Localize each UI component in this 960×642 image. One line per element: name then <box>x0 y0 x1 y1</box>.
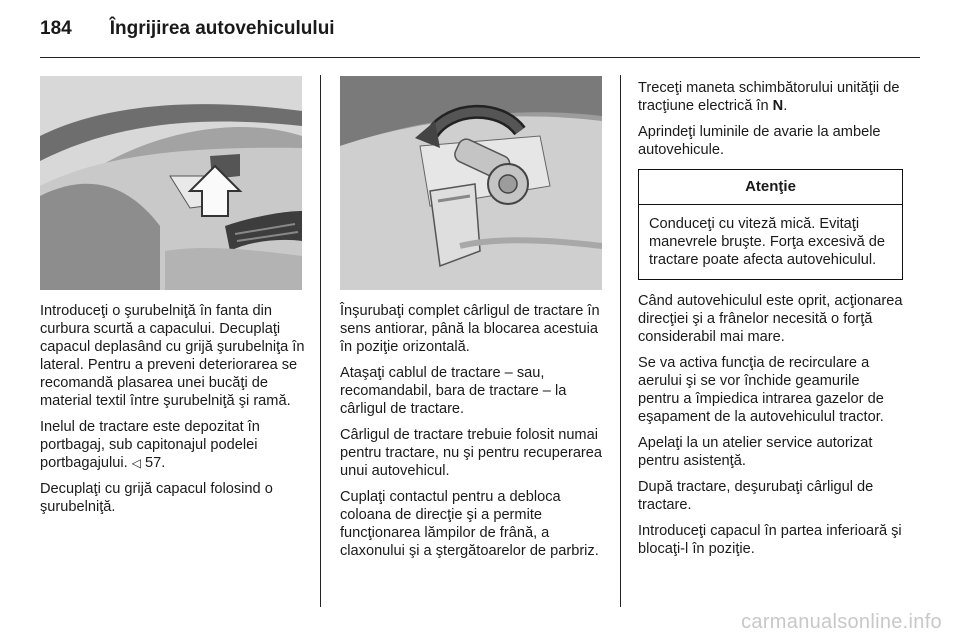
page-header <box>40 18 335 48</box>
paragraph: Apelaţi la un atelier service autorizat pentru asistenţă. <box>638 435 873 469</box>
gear-position: N <box>772 98 784 114</box>
page-reference-icon: ◁ <box>131 456 141 470</box>
paragraph: După tractare, deşurubaţi cârligul de tractare. <box>638 479 874 513</box>
column-1 <box>40 302 305 524</box>
bumper-cover-photo <box>40 76 302 290</box>
paragraph: Ataşaţi cablul de tractare – sau, recomandabil, bara de tractare – la cârligul de tractare. <box>340 365 567 417</box>
paragraph: Decuplaţi cu grijă capacul folosind o şurubelniţă. <box>40 481 273 515</box>
paragraph: Înşurubaţi complet cârligul de tractare în sens antiorar, până la blocarea acestuia în poziţie orizontală. <box>340 303 600 355</box>
paragraph: Cârligul de tractare trebuie folosit numai pentru tractare, nu şi pentru recuperarea unui autovehicul. <box>340 427 603 479</box>
paragraph-end: . <box>783 98 788 114</box>
paragraph: Introduceţi o şurubelniţă în fanta din curbura scurtă a capacului. Decuplaţi capacul deplasând cu grijă şurubelniţa în lateral. Pentru a preveni deteriorarea se recomandă plasarea unei bucăţi de material textil între şurubelniţă şi ramă. <box>40 303 305 409</box>
page-reference-link[interactable]: 57. <box>145 455 166 471</box>
paragraph: Aprindeţi luminile de avarie la ambele autovehicule. <box>638 124 881 158</box>
chapter-title: Îngrijirea autovehiculului <box>109 18 335 39</box>
column-3 <box>638 79 903 566</box>
paragraph-gear <box>638 79 903 115</box>
column-divider-1 <box>320 75 321 607</box>
warning-body: Conduceţi cu viteză mică. Evitaţi manevrele bruşte. Forţa excesivă de tractare poate afecta autovehiculul. <box>649 216 886 268</box>
paragraph: Cuplaţi contactul pentru a debloca coloana de direcţie şi a permite funcţionarea lămpilor de frână, a claxonului şi a ştergătoarelor de parbriz. <box>340 489 599 559</box>
paragraph-text: Inelul de tractare este depozitat în portbagaj, sub capitonajul podelei portbagajului. <box>40 419 260 471</box>
header-rule <box>40 57 920 58</box>
page-number: 184 <box>40 18 72 39</box>
watermark: carmanualsonline.info <box>741 611 942 633</box>
column-divider-2 <box>620 75 621 607</box>
towing-eye-photo <box>340 76 602 290</box>
paragraph: Se va activa funcţia de recirculare a aerului şi se vor închide geamurile pentru a împiedica intrarea gazelor de eşapament de la autovehiculul tractor. <box>638 355 884 425</box>
paragraph: Când autovehiculul este oprit, acţionarea direcţiei şi a frânelor necesită o forţă considerabil mai mare. <box>638 293 903 345</box>
column-2 <box>340 302 605 568</box>
paragraph-storage <box>40 418 305 472</box>
warning-title: Atenţie <box>639 170 902 205</box>
paragraph: Introduceţi capacul în partea inferioară şi blocaţi-l în poziţie. <box>638 523 902 557</box>
warning-box <box>638 169 903 280</box>
paragraph-text: Treceţi maneta schimbătorului unităţii de tracţiune electrică în <box>638 80 900 114</box>
